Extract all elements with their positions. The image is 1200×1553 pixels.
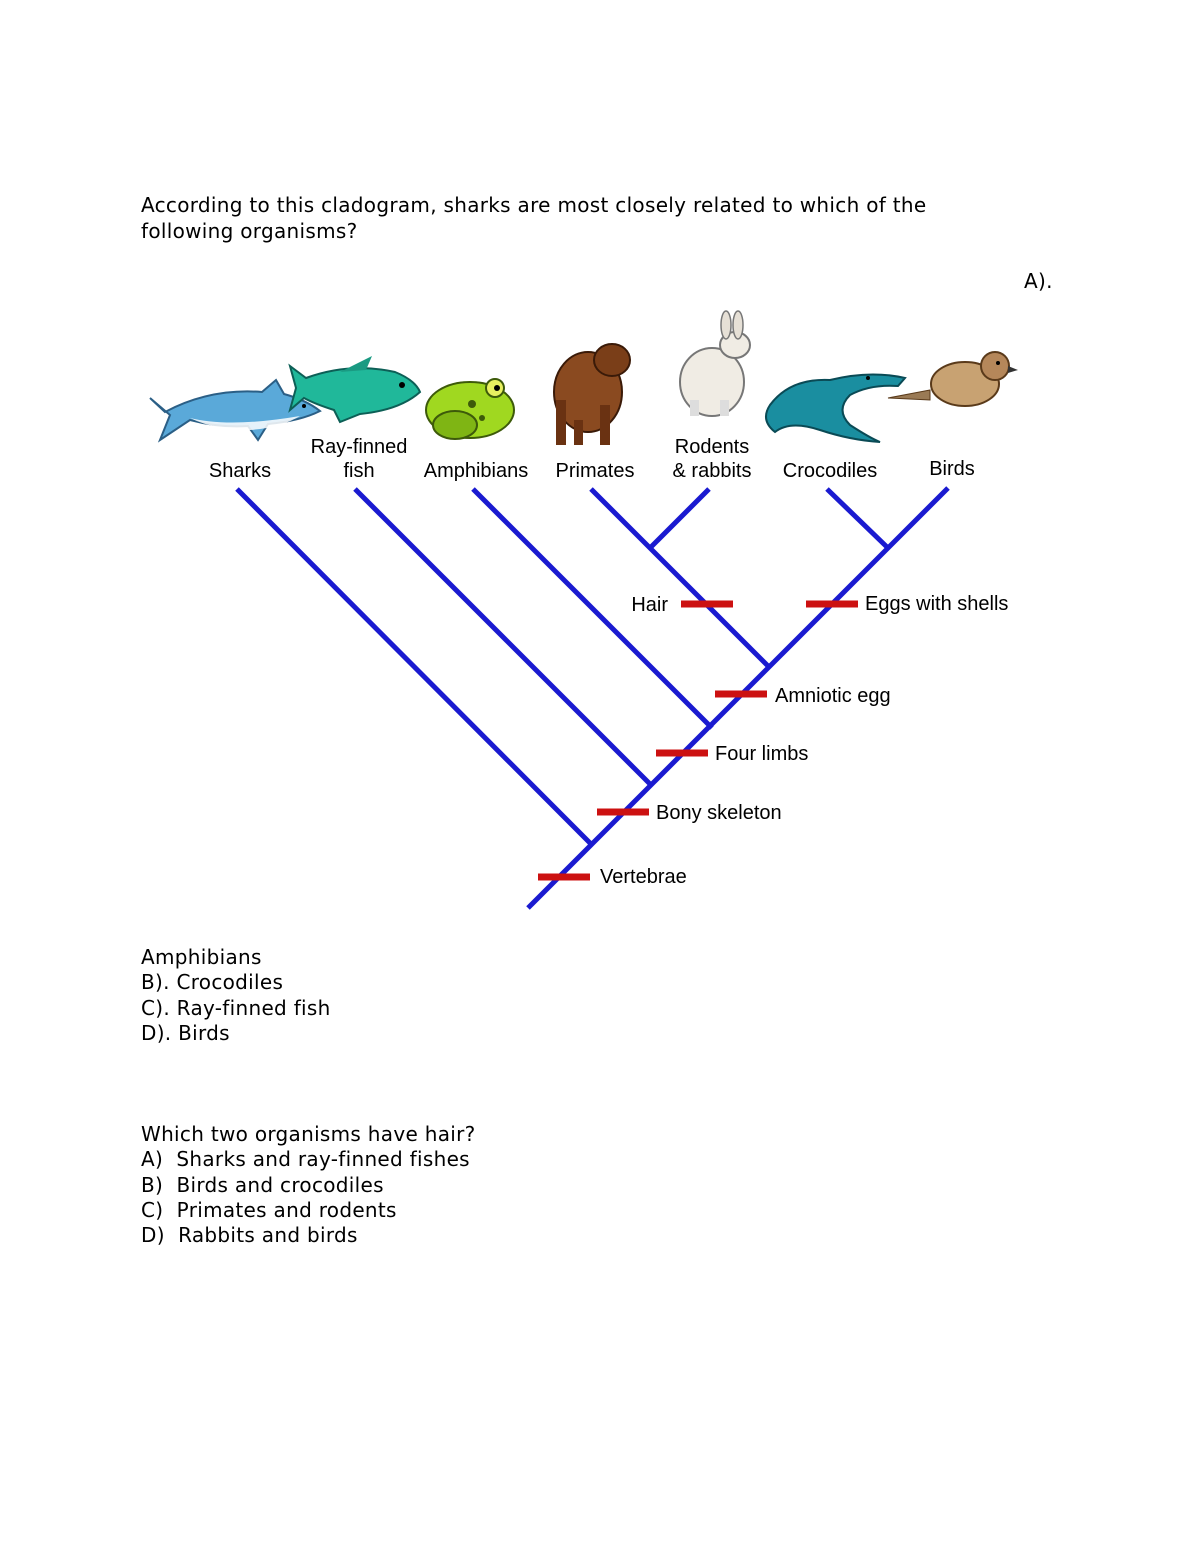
- taxon-label-amphibians: Amphibians: [423, 460, 529, 482]
- taxon-label-sharks: Sharks: [208, 460, 272, 482]
- question-1-option: D). Birds: [141, 1020, 230, 1045]
- rodent-branch: [651, 489, 709, 547]
- question-1-option: B). Crocodiles: [141, 970, 284, 995]
- question-2-option: A) Sharks and ray-finned fishes: [141, 1147, 470, 1172]
- question-2-option: D) Rabbits and birds: [141, 1223, 358, 1248]
- bird-illustration: [888, 352, 1018, 406]
- shark-illustration: [150, 380, 320, 440]
- frog-illustration: [426, 379, 514, 439]
- trait-labels: [600, 593, 1008, 888]
- question-1-text-line-1: According to this cladogram, sharks are most closely related to which of the: [141, 193, 927, 217]
- trait-label-amniotic-egg: Amniotic egg: [775, 685, 891, 707]
- shark-branch: [237, 489, 590, 843]
- trait-label-bony-skeleton: Bony skeleton: [656, 802, 782, 824]
- trait-label-vertebrae: Vertebrae: [600, 866, 687, 888]
- question-2-prompt: Which two organisms have hair?: [141, 1122, 476, 1146]
- question-1-option: Amphibians: [141, 945, 262, 969]
- taxon-label-rodents: Rodents: [674, 436, 750, 458]
- question-1-options: [141, 944, 331, 1045]
- question-2-option: B) Birds and crocodiles: [141, 1172, 384, 1197]
- question-1-option-a-prefix: A).: [1024, 269, 1053, 293]
- taxon-label-crocodiles: Crocodiles: [782, 460, 878, 482]
- trait-label-eggs-with-shells: Eggs with shells: [865, 593, 1009, 615]
- taxon-labels: [209, 436, 975, 482]
- taxon-label-birds: Birds: [929, 458, 975, 480]
- rabbit-illustration: [680, 311, 750, 416]
- taxon-label-fish: fish: [343, 460, 375, 482]
- taxon-label-primates: Primates: [555, 460, 635, 482]
- question-1-option: C). Ray-finned fish: [141, 995, 331, 1020]
- taxon-label-rabbits: & rabbits: [672, 460, 752, 482]
- primate-illustration: [554, 344, 630, 445]
- cladogram-figure: [140, 305, 1020, 915]
- crocodile-illustration: [766, 374, 905, 442]
- ray-finned-fish-branch: [355, 489, 650, 784]
- question-1-text-line-2: following organisms?: [141, 219, 358, 243]
- question-2-option: C) Primates and rodents: [141, 1197, 397, 1222]
- question-2: [141, 1121, 476, 1247]
- trait-label-four-limbs: Four limbs: [715, 743, 809, 765]
- trait-label-hair: Hair: [631, 594, 668, 616]
- crocodile-branch: [827, 489, 888, 548]
- taxon-label-ray-finned: Ray-finned: [310, 436, 408, 458]
